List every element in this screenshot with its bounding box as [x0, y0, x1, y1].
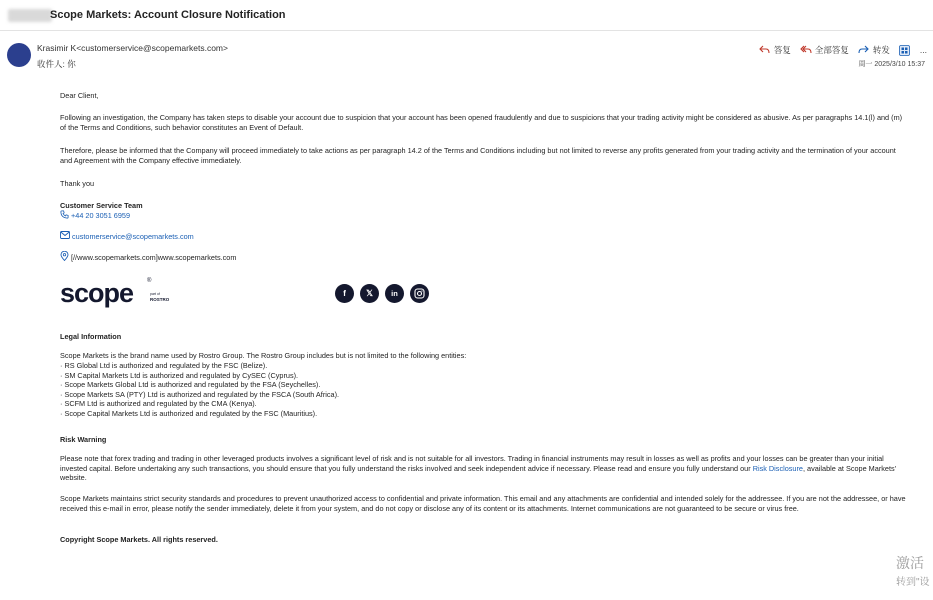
risk-warning-text: Please note that forex trading and trading in other leveraged products involves a significant level of risk and is not suitable for all investors. Trading in financial instruments may result in losses as well as profits and your losses can be greater than your initial invested capital. Before undertaking any such transactions, you should ensure that you fully understand the risks involved and seek independent advice if necessary. Please read and ensure you fully understand our Risk Disclosure, available at Scope Markets' website. [60, 454, 897, 483]
email-row [60, 231, 194, 242]
phone-link[interactable]: +44 20 3051 6959 [71, 211, 131, 220]
subject-bar [0, 0, 933, 31]
social-links [335, 284, 429, 303]
forward-label: 转发 [872, 45, 890, 55]
paragraph-investigation: Following an investigation, the Company has taken steps to disable your account due to suspicion that your account has been opened fraudulently and due to suspicions that your trading activity might be considered as abusive. As per paragraphs 14.1(l) and (m) of the Terms and Conditions, such behavior constitutes an Event of Default. [60, 113, 903, 132]
phone-row [60, 210, 130, 222]
mail-icon [60, 231, 70, 242]
reply-all-label: 全部答复 [814, 45, 849, 55]
thank-you: Thank you [60, 179, 95, 188]
redacted-area [8, 9, 52, 22]
forward-button[interactable] [858, 44, 890, 56]
location-icon [60, 251, 69, 264]
website-row [60, 251, 236, 264]
reply-label: 答复 [773, 45, 791, 55]
reply-icon [759, 44, 771, 56]
risk-disclosure-link[interactable]: Risk Disclosure [752, 463, 803, 473]
forward-icon [858, 44, 870, 56]
activation-watermark-title: 激活 [896, 555, 924, 571]
scope-logo[interactable] [60, 278, 180, 310]
x-twitter-icon[interactable]: 𝕏 [360, 284, 379, 303]
website-text[interactable]: [//www.scopemarkets.com]www.scopemarkets.com [71, 252, 237, 262]
linkedin-icon[interactable]: in [385, 284, 404, 303]
copyright: Copyright Scope Markets. All rights reserved. [60, 535, 218, 544]
legal-intro: Scope Markets is the brand name used by Rostro Group. The Rostro Group includes but is not limited to the following entities: [60, 351, 467, 360]
more-options-button[interactable] [920, 45, 927, 55]
email-header [0, 38, 933, 74]
logo-registered-mark: ® [147, 278, 152, 284]
reply-button[interactable] [759, 44, 791, 56]
paragraph-termination: Therefore, please be informed that the Company will proceed immediately to take actions as per paragraph 14.2 of the Terms and Conditions including but not limited to reverse any profits generated from your trading activity and the termination of your account and Agreement with the Company effective immediately. [60, 146, 896, 165]
instagram-icon[interactable] [410, 284, 429, 303]
grid-icon [899, 44, 911, 56]
legal-entity: · SCFM Ltd is authorized and regulated by the CMA (Kenya). [60, 399, 257, 408]
activation-watermark-subtitle: 转到"设 [896, 577, 930, 588]
action-toolbar [759, 43, 927, 57]
sender-avatar[interactable] [7, 43, 31, 67]
facebook-icon[interactable]: f [335, 284, 354, 303]
more-icon: ... [919, 45, 927, 55]
legal-entity: · Scope Markets SA (PTY) Ltd is authorized and regulated by the FSCA (South Africa). [60, 390, 340, 399]
greeting: Dear Client, [60, 91, 99, 100]
legal-title: Legal Information [60, 332, 122, 341]
phone-icon [60, 210, 69, 222]
reply-all-icon [800, 44, 812, 56]
legal-entity: · Scope Capital Markets Ltd is authorized and regulated by the FSC (Mauritius). [60, 409, 318, 418]
email-link[interactable]: customerservice@scopemarkets.com [72, 231, 194, 241]
email-timestamp: 周一 2025/3/10 15:37 [858, 61, 925, 68]
risk-title: Risk Warning [60, 435, 107, 444]
email-subject: Scope Markets: Account Closure Notification [50, 9, 286, 21]
logo-tagline-top: part of [150, 292, 160, 296]
reply-all-button[interactable] [800, 44, 849, 56]
view-toggle-button[interactable] [899, 44, 911, 56]
legal-entity: · RS Global Ltd is authorized and regulated by the FSC (Belize). [60, 361, 268, 370]
security-notice: Scope Markets maintains strict security standards and procedures to prevent unauthorized access to confidential and private information. This email and any attachments are confidential and intended solely for the addressee. If you are not the addressee, or have received this e-mail in error, please notify the sender immediately, delete it from your system, and do not copy or disclose any of its content or its attachments. Internet communications are not guaranteed to be secure or virus free. [60, 494, 906, 513]
team-name: Customer Service Team [60, 201, 143, 210]
sender-address[interactable]: Krasimir K<customerservice@scopemarkets.com> [37, 43, 228, 53]
legal-entity: · Scope Markets Global Ltd is authorized and regulated by the FSA (Seychelles). [60, 380, 321, 389]
recipient-line: 收件人: 你 [37, 59, 76, 69]
logo-wordmark: scope [60, 278, 134, 308]
legal-entity: · SM Capital Markets Ltd is authorized and regulated by CySEC (Cyprus). [60, 371, 299, 380]
logo-tagline-bottom: ROSTRO [150, 297, 170, 302]
